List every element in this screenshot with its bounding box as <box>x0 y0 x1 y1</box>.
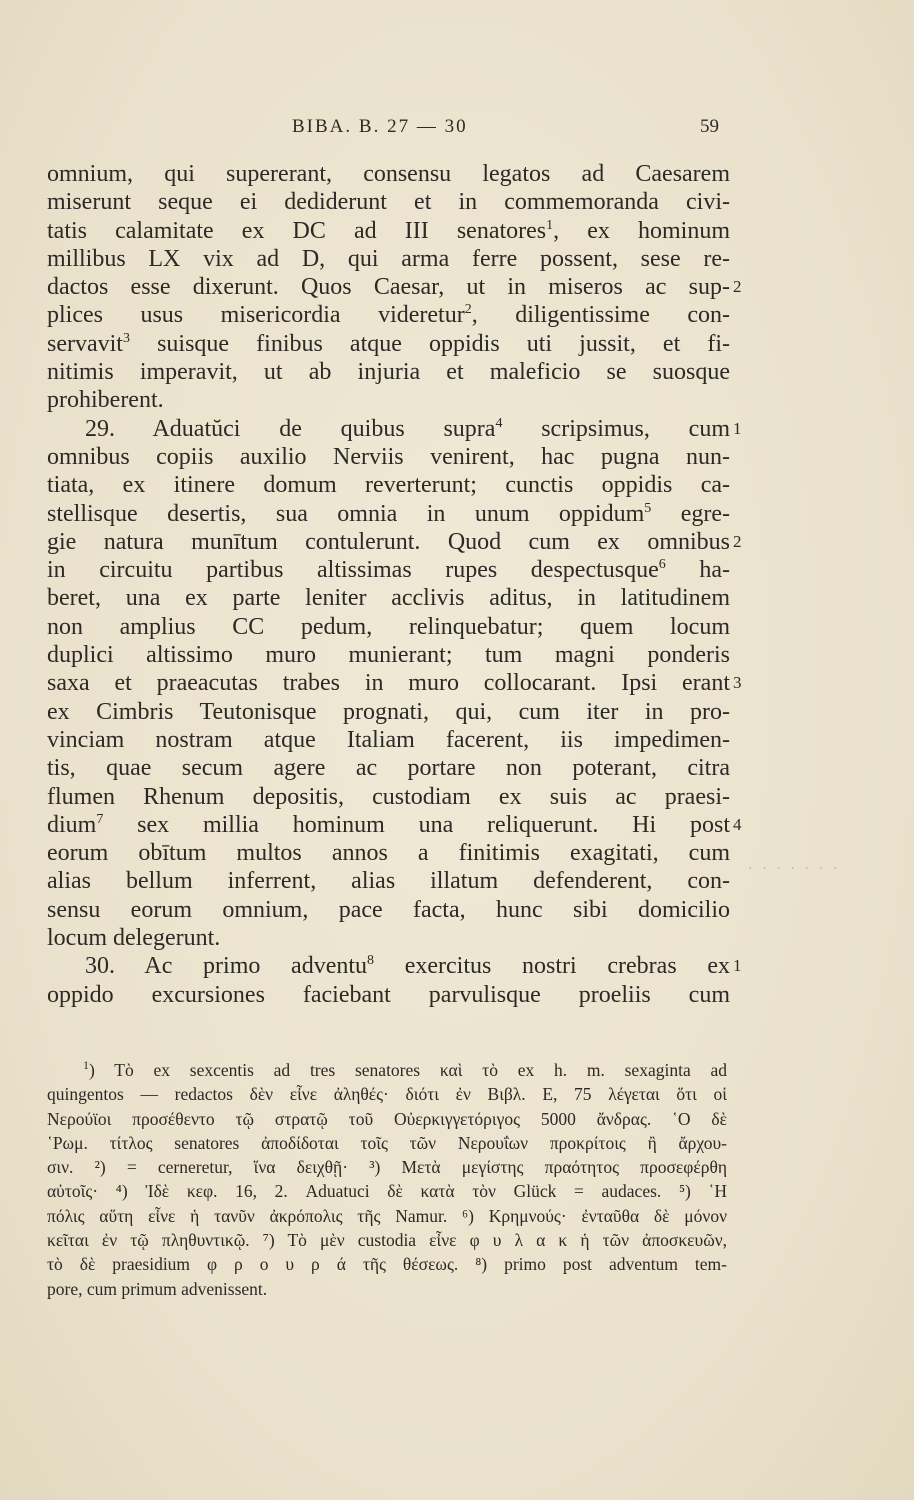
line-text: 30. Ac primo adventu <box>85 953 368 980</box>
footnote-line <box>47 1204 727 1228</box>
footnote-text: quingentos — redactos δὲν εἶνε ἀληθές· διότι ἐν Βιβλ. E, 75 λέγεται ὅτι οἱ <box>47 1084 727 1105</box>
footnote-ref: 1 <box>546 217 554 233</box>
footnote-text: pore, cum primum advenissent. <box>47 1278 268 1299</box>
line-text: eorum obītum multos annos a finitimis exagitati, cum <box>47 840 730 867</box>
footnote-line <box>47 1107 727 1131</box>
margin-number: 2 <box>733 531 742 551</box>
line-text-cont: suisque finibus atque oppidis uti jussit, et fi- <box>129 330 730 357</box>
footnote-line <box>47 1277 727 1301</box>
text-line <box>47 754 730 782</box>
line-text: miserunt seque ei dediderunt et in commemoranda civi- <box>47 189 730 216</box>
footnote-line <box>47 1252 727 1276</box>
line-text: flumen Rhenum depositis, custodiam ex suis ac praesi- <box>47 783 730 810</box>
footnote-ref: 2 <box>464 302 472 318</box>
footnote-text: αὐτοῖς· ⁴) Ἰδὲ κεφ. 16, 2. Aduatuci δὲ κατὰ τὸν Glück = audaces. ⁵) ῾Η <box>47 1181 727 1202</box>
text-line <box>47 471 730 499</box>
line-text: omnium, qui supererant, consensu legatos ad Caesarem <box>47 161 730 187</box>
line-text: gie natura munītum contulerunt. Quod cum ex omnibus <box>47 528 730 555</box>
footnote-text: σιν. ²) = cerneretur, ἵνα δειχθῇ· ³) Μετὰ μεγίστης πραότητος προσεφέρθη <box>47 1157 727 1178</box>
footnote-ref: 6 <box>658 557 666 573</box>
line-text: 29. Aduatŭci de quibus supra <box>85 415 496 442</box>
margin-number: 1 <box>733 956 742 976</box>
line-text-cont: exercitus nostri crebras ex <box>374 953 730 980</box>
text-line <box>47 358 730 386</box>
line-text: ex Cimbris Teutonisque prognati, qui, cum iter in pro- <box>47 698 730 725</box>
line-text: locum delegerunt. <box>47 925 221 952</box>
footnote-marker: 1 <box>83 1058 89 1072</box>
text-line <box>47 811 742 839</box>
text-line <box>47 669 742 697</box>
footnote-text: ῾Ρωμ. τίτλος senatores ἀποδίδοται τοῖς τῶν Νερουΐων προκρίτοις ἢ ἄρχου- <box>47 1132 727 1153</box>
line-text: sensu eorum omnium, pace facta, hunc sibi domicilio <box>47 896 730 923</box>
footnote-text: κεῖται ἐν τῷ πληθυντικῷ. ⁷) Τὸ μὲν custodia εἶνε φ υ λ α κ ἡ τῶν ἀποσκευῶν, <box>47 1230 727 1251</box>
margin-number: 1 <box>733 418 742 438</box>
line-text: nitimis imperavit, ut ab injuria et maleficio se suosque <box>47 359 730 386</box>
text-line <box>47 698 730 726</box>
text-line <box>47 613 730 641</box>
footnote-ref: 5 <box>644 500 652 516</box>
line-text: millibus LX vix ad D, qui arma ferre possent, sese re- <box>47 245 730 272</box>
text-line <box>47 301 730 329</box>
text-line <box>47 245 730 273</box>
footnotes-block <box>47 1058 727 1301</box>
line-text: alias bellum inferrent, alias illatum defenderent, con- <box>47 868 730 895</box>
footnote-ref: 7 <box>96 811 104 827</box>
text-line <box>47 952 742 980</box>
footnote-line <box>47 1179 727 1203</box>
line-text: plices usus misericordia videretur <box>47 302 465 329</box>
margin-number: 4 <box>733 814 742 834</box>
page-number: 59 <box>700 116 719 137</box>
line-text-cont: scripsimus, cum <box>502 415 730 442</box>
text-line <box>47 273 742 301</box>
text-line <box>47 330 730 358</box>
main-text-block <box>47 160 742 1009</box>
line-text: tis, quae secum agere ac portare non poterant, citra <box>47 755 730 782</box>
footnote-line <box>47 1228 727 1252</box>
footnote-text: πόλις αὕτη εἶνε ἡ τανῦν ἀκρόπολις τῆς Namur. ⁶) Κρημνούς· ἐνταῦθα δὲ μόνον <box>47 1205 727 1226</box>
footnote-ref: 8 <box>367 953 375 969</box>
text-line <box>47 783 730 811</box>
line-text: tatis calamitate ex DC ad III senatores <box>47 217 547 244</box>
footnote-text: Νερούϊοι προσέθεντο τῷ στρατῷ τοῦ Οὐερκιγγετόριγος 5000 ἄνδρας. ῾Ο δὲ <box>47 1108 727 1129</box>
text-line <box>47 443 730 471</box>
line-text-cont: , ex hominum <box>553 217 731 244</box>
line-text: oppido excursiones faciebant parvulisque proeliis cum <box>47 981 730 1008</box>
line-text: dium <box>47 811 97 838</box>
footnote-ref: 4 <box>495 415 503 431</box>
line-text: servavit <box>47 330 123 357</box>
text-line <box>47 867 730 895</box>
faded-pencil-mark: · · · · · · · <box>748 862 841 877</box>
line-text: omnibus copiis auxilio Nerviis venirent, hac pugna nun- <box>47 443 730 470</box>
text-line <box>47 188 730 216</box>
text-line <box>47 217 730 245</box>
line-text: tiata, ex itinere domum reverterunt; cunctis oppidis ca- <box>47 472 730 499</box>
text-line <box>47 924 730 952</box>
text-line <box>47 981 730 1009</box>
text-line <box>47 896 730 924</box>
text-line <box>47 415 742 443</box>
line-text-cont: sex millia hominum una reliquerunt. Hi post <box>103 811 730 838</box>
footnote-line <box>47 1131 727 1155</box>
line-text: non amplius CC pedum, relinquebatur; quem locum <box>47 613 730 640</box>
footnote-text: τὸ δὲ praesidium φ ρ ο υ ρ ά τῆς θέσεως. ⁸) primo post adventum tem- <box>47 1254 727 1275</box>
margin-number: 3 <box>733 673 742 693</box>
line-text-cont: ha- <box>665 557 730 584</box>
text-line <box>47 386 730 414</box>
line-text: beret, una ex parte leniter acclivis aditus, in latitudinem <box>47 585 730 612</box>
text-line <box>47 528 742 556</box>
footnote-line <box>47 1058 727 1082</box>
margin-number: 2 <box>733 277 742 297</box>
line-text: vinciam nostram atque Italiam facerent, iis impedimen- <box>47 726 730 753</box>
running-title: BIBA. B. 27 — 30 <box>292 116 468 137</box>
footnote-ref: 3 <box>122 330 130 346</box>
text-line <box>47 726 730 754</box>
footnote-line <box>47 1082 727 1106</box>
line-text: duplici altissimo muro munierant; tum magni ponderis <box>47 642 730 669</box>
line-text: prohiberent. <box>47 387 164 414</box>
line-text: dactos esse dixerunt. Quos Caesar, ut in miseros ac sup- <box>47 274 730 301</box>
text-line <box>47 160 730 188</box>
line-text: saxa et praeacutas trabes in muro collocarant. Ipsi erant <box>47 670 730 697</box>
line-text: in circuitu partibus altissimas rupes despectusque <box>47 557 659 584</box>
text-line <box>47 641 730 669</box>
footnote-text: ) Τὸ ex sexcentis ad tres senatores καὶ τὸ ex h. m. sexaginta ad <box>89 1060 727 1080</box>
page-header <box>0 116 914 144</box>
line-text-cont: , diligentissime con- <box>471 302 730 329</box>
footnote-line <box>47 1155 727 1179</box>
text-line <box>47 839 730 867</box>
text-line <box>47 584 730 612</box>
text-line <box>47 556 730 584</box>
line-text: stellisque desertis, sua omnia in unum oppidum <box>47 500 645 527</box>
line-text-cont: egre- <box>651 500 730 527</box>
text-line <box>47 500 730 528</box>
